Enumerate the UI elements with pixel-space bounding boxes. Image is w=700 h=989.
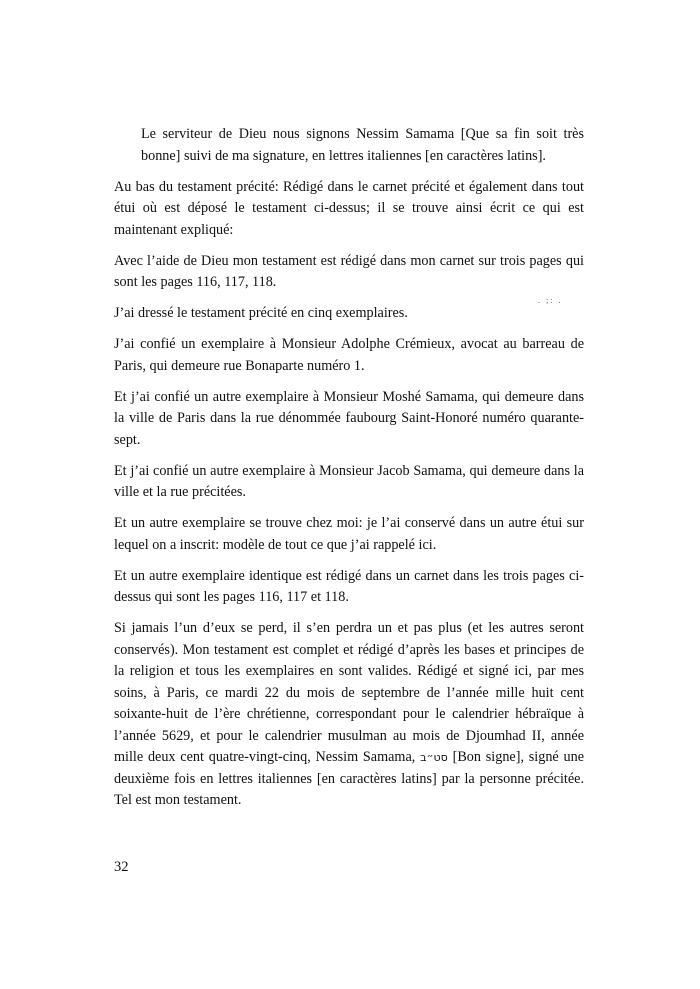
paragraph-copy-jacob: Et j’ai confié un autre exemplaire à Monsieur Jacob Samama, qui demeure dans la ville et la rue précitées.: [114, 462, 584, 500]
document-page-body: [114, 124, 584, 821]
stray-marks: . ;: .: [538, 296, 563, 305]
paragraph-final: [114, 618, 584, 812]
paragraph-pages: Avec l’aide de Dieu mon testament est rédigé dans mon carnet sur trois pages qui sont les pages 116, 117, 118.: [114, 252, 584, 290]
paragraph-signature: Le serviteur de Dieu nous signons Nessim Samama [Que sa fin soit très bonne] suivi de ma signature, en lettres italiennes [en caractères latins].: [141, 126, 584, 164]
paragraph-testament-footer: Au bas du testament précité: Rédigé dans le carnet précité et également dans tout étui où est déposé le testament ci-dessus; il se trouve ainsi écrit ce qui est maintenant expliqué:: [114, 178, 584, 238]
final-text-part-1: Si jamais l’un d’eux se perd, il s’en perdra un et pas plus (et les autres seront conservés). Mon testament est complet et rédigé d’après les bases et principes de la religion et tous les exemplaires en sont valides. Rédigé et signé ici, par mes soins, à Paris, ce mardi 22 du mois de septembre de l’année mille huit cent soixante-huit de l’ère chrétienne, correspondant pour le calendrier hébraïque à l’année 5629, et pour le calendrier musulman au mois de Djoumhad II, année mille deux cent quatre-vingt-cinq, Nessim Samama,: [114, 620, 584, 765]
final-text-part-2: [Bon signe], signé une deuxième fois en lettres italiennes [en caractères latins] par la personne précitée. Tel est mon testament.: [114, 749, 584, 808]
paragraph-copy-self: Et un autre exemplaire se trouve chez moi: je l’ai conservé dans un autre étui sur lequel on a inscrit: modèle de tout ce que j’ai rappelé ici.: [114, 515, 584, 553]
paragraph-copy-carnet: Et un autre exemplaire identique est rédigé dans un carnet dans les trois pages ci-dessus qui sont les pages 116, 117 et 118.: [114, 567, 584, 605]
paragraph-five-copies: J’ai dressé le testament précité en cinq exemplaires.: [114, 305, 408, 321]
hebrew-abbreviation: סט״ב: [420, 751, 448, 764]
paragraph-copy-moshe: Et j’ai confié un autre exemplaire à Monsieur Moshé Samama, qui demeure dans la ville de Paris dans la rue dénommée faubourg Saint-Honoré numéro quarante-sept.: [114, 388, 584, 448]
paragraph-copy-cremieux: J’ai confié un exemplaire à Monsieur Adolphe Crémieux, avocat au barreau de Paris, qui demeure rue Bonaparte numéro 1.: [114, 336, 584, 374]
page-number: 32: [114, 859, 129, 875]
